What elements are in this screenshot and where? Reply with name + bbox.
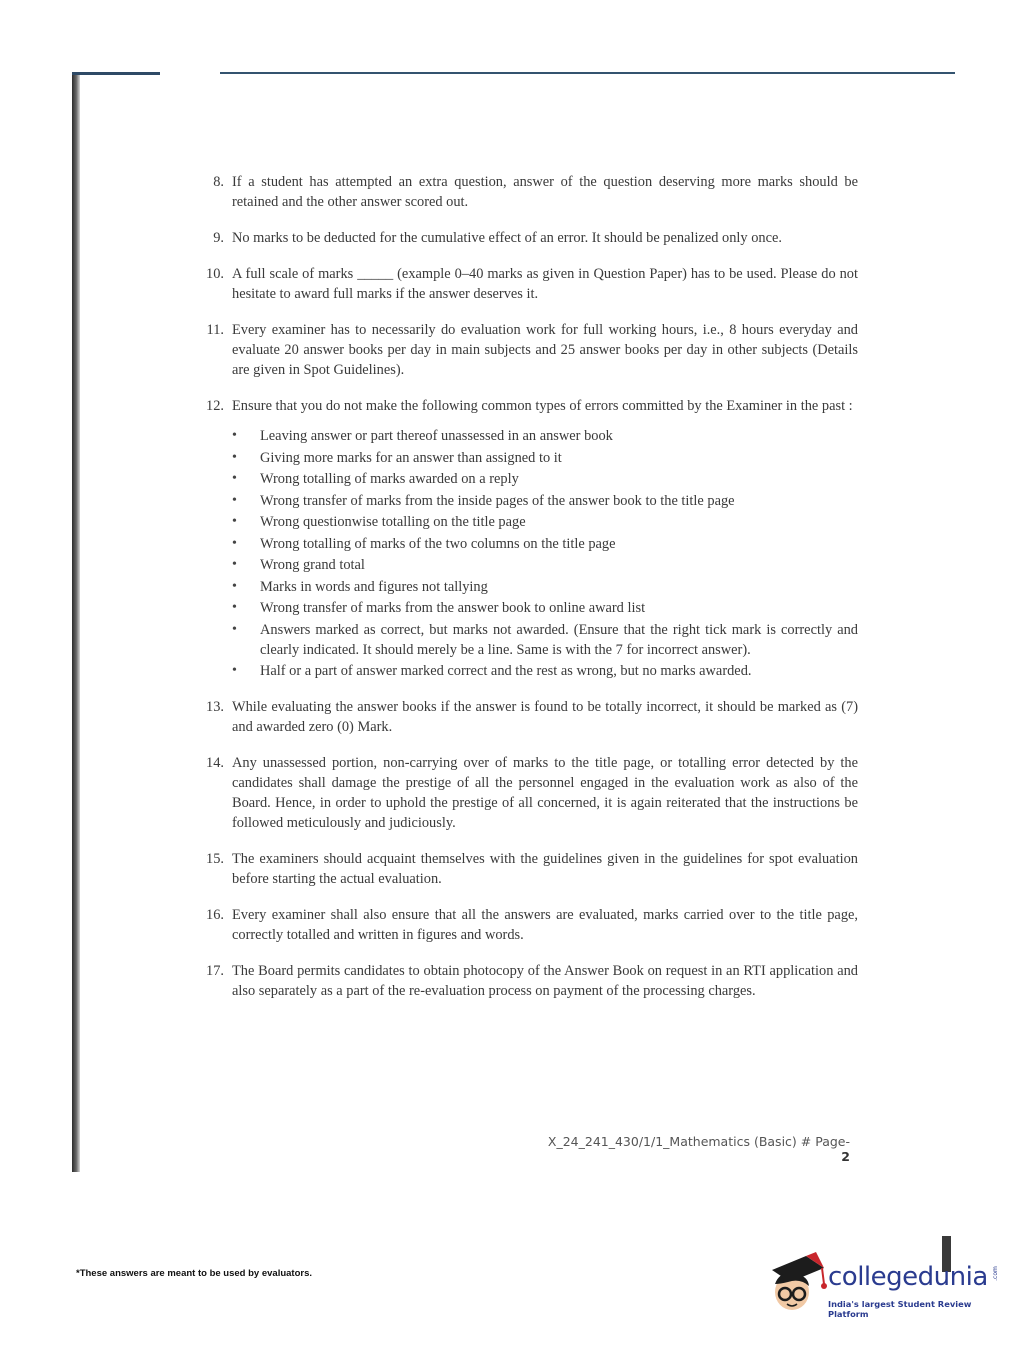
instruction-number: 14.	[206, 755, 224, 771]
instructions-content	[198, 172, 858, 1017]
instruction-item-9	[198, 228, 858, 248]
instruction-number: 10.	[206, 266, 224, 282]
list-item: • Leaving answer or part thereof unassessed in an answer book	[232, 426, 858, 446]
instruction-text: Ensure that you do not make the following common types of errors committed by the Examiner in the past :	[232, 398, 853, 414]
instruction-number: 8.	[213, 174, 224, 190]
instruction-text: While evaluating the answer books if the answer is found to be totally incorrect, it should be marked as (7) and awarded zero (0) Mark.	[232, 699, 858, 735]
instruction-number: 13.	[206, 699, 224, 715]
list-item: • Wrong totalling of marks of the two columns on the title page	[232, 534, 858, 554]
instruction-text: Any unassessed portion, non-carrying over of marks to the title page, or totalling error detected by the candidates shall damage the prestige of all the personnel engaged in the evaluation work as also of the Board. Hence, in order to uphold the prestige of all concerned, it is again reiterated that the instructions be followed meticulously and judiciously.	[232, 755, 858, 831]
instruction-text: If a student has attempted an extra question, answer of the question deserving more marks should be retained and the other answer scored out.	[232, 174, 858, 210]
instruction-text: Every examiner shall also ensure that all the answers are evaluated, marks carried over to the title page, correctly totalled and written in figures and words.	[232, 907, 858, 943]
instruction-text: No marks to be deducted for the cumulative effect of an error. It should be penalized only once.	[232, 230, 782, 246]
list-item: • Marks in words and figures not tallying	[232, 577, 858, 597]
instruction-number: 17.	[206, 963, 224, 979]
list-item: • Wrong totalling of marks awarded on a reply	[232, 469, 858, 489]
instruction-number: 11.	[206, 322, 224, 338]
instruction-text: A full scale of marks _____ (example 0–40 marks as given in Question Paper) has to be used. Please do not hesitate to award full marks if the answer deserves it.	[232, 266, 858, 302]
list-item: • Wrong transfer of marks from the inside pages of the answer book to the title page	[232, 491, 858, 511]
logo-tagline: India's largest Student Review Platform	[828, 1299, 972, 1319]
collegedunia-logo	[766, 1236, 999, 1326]
instruction-text: The examiners should acquaint themselves with the guidelines given in the guidelines for spot evaluation before starting the actual evaluation.	[232, 851, 858, 887]
logo-wordmark: collegedunia	[828, 1262, 988, 1292]
instruction-number: 12.	[206, 398, 224, 414]
instruction-item-16	[198, 905, 858, 945]
instruction-item-11	[198, 320, 858, 380]
list-item: • Wrong transfer of marks from the answer book to online award list	[232, 598, 858, 618]
instruction-number: 16.	[206, 907, 224, 923]
list-item: • Answers marked as correct, but marks not awarded. (Ensure that the right tick mark is correctly and clearly indicated. It should merely be a line. Same is with the 7 for incorrect answer).	[232, 620, 858, 660]
common-errors-list	[232, 426, 858, 681]
instruction-text: Every examiner has to necessarily do evaluation work for full working hours, i.e., 8 hours everyday and evaluate 20 answer books per day in main subjects and 25 answer books per day in other subjects (Details are given in Spot Guidelines).	[232, 322, 858, 378]
page-code: X_24_241_430/1/1_Mathematics (Basic) # Page-	[547, 1134, 850, 1149]
list-item: • Wrong questionwise totalling on the title page	[232, 512, 858, 532]
logo-domain-suffix: .com	[991, 1266, 999, 1281]
instruction-item-10	[198, 264, 858, 304]
scan-top-rule	[220, 72, 955, 74]
instruction-item-8	[198, 172, 858, 212]
graduate-mascot-icon	[766, 1248, 828, 1318]
instruction-item-15	[198, 849, 858, 889]
page-footer	[540, 1134, 850, 1164]
page-number: 2	[841, 1149, 850, 1164]
evaluator-note: *These answers are meant to be used by evaluators.	[76, 1268, 313, 1279]
list-item: • Wrong grand total	[232, 555, 858, 575]
instruction-text: The Board permits candidates to obtain photocopy of the Answer Book on request in an RTI application and also separately as a part of the re-evaluation process on payment of the processing charges.	[232, 963, 858, 999]
instruction-number: 9.	[213, 230, 224, 246]
list-item: • Giving more marks for an answer than assigned to it	[232, 448, 858, 468]
instruction-item-17	[198, 961, 858, 1001]
scan-top-rule-short	[72, 72, 160, 75]
instruction-item-12	[198, 396, 858, 681]
instruction-number: 15.	[206, 851, 224, 867]
instruction-item-14	[198, 753, 858, 833]
scan-border-left	[72, 72, 80, 1172]
list-item: • Half or a part of answer marked correct and the rest as wrong, but no marks awarded.	[232, 661, 858, 681]
instruction-item-13	[198, 697, 858, 737]
